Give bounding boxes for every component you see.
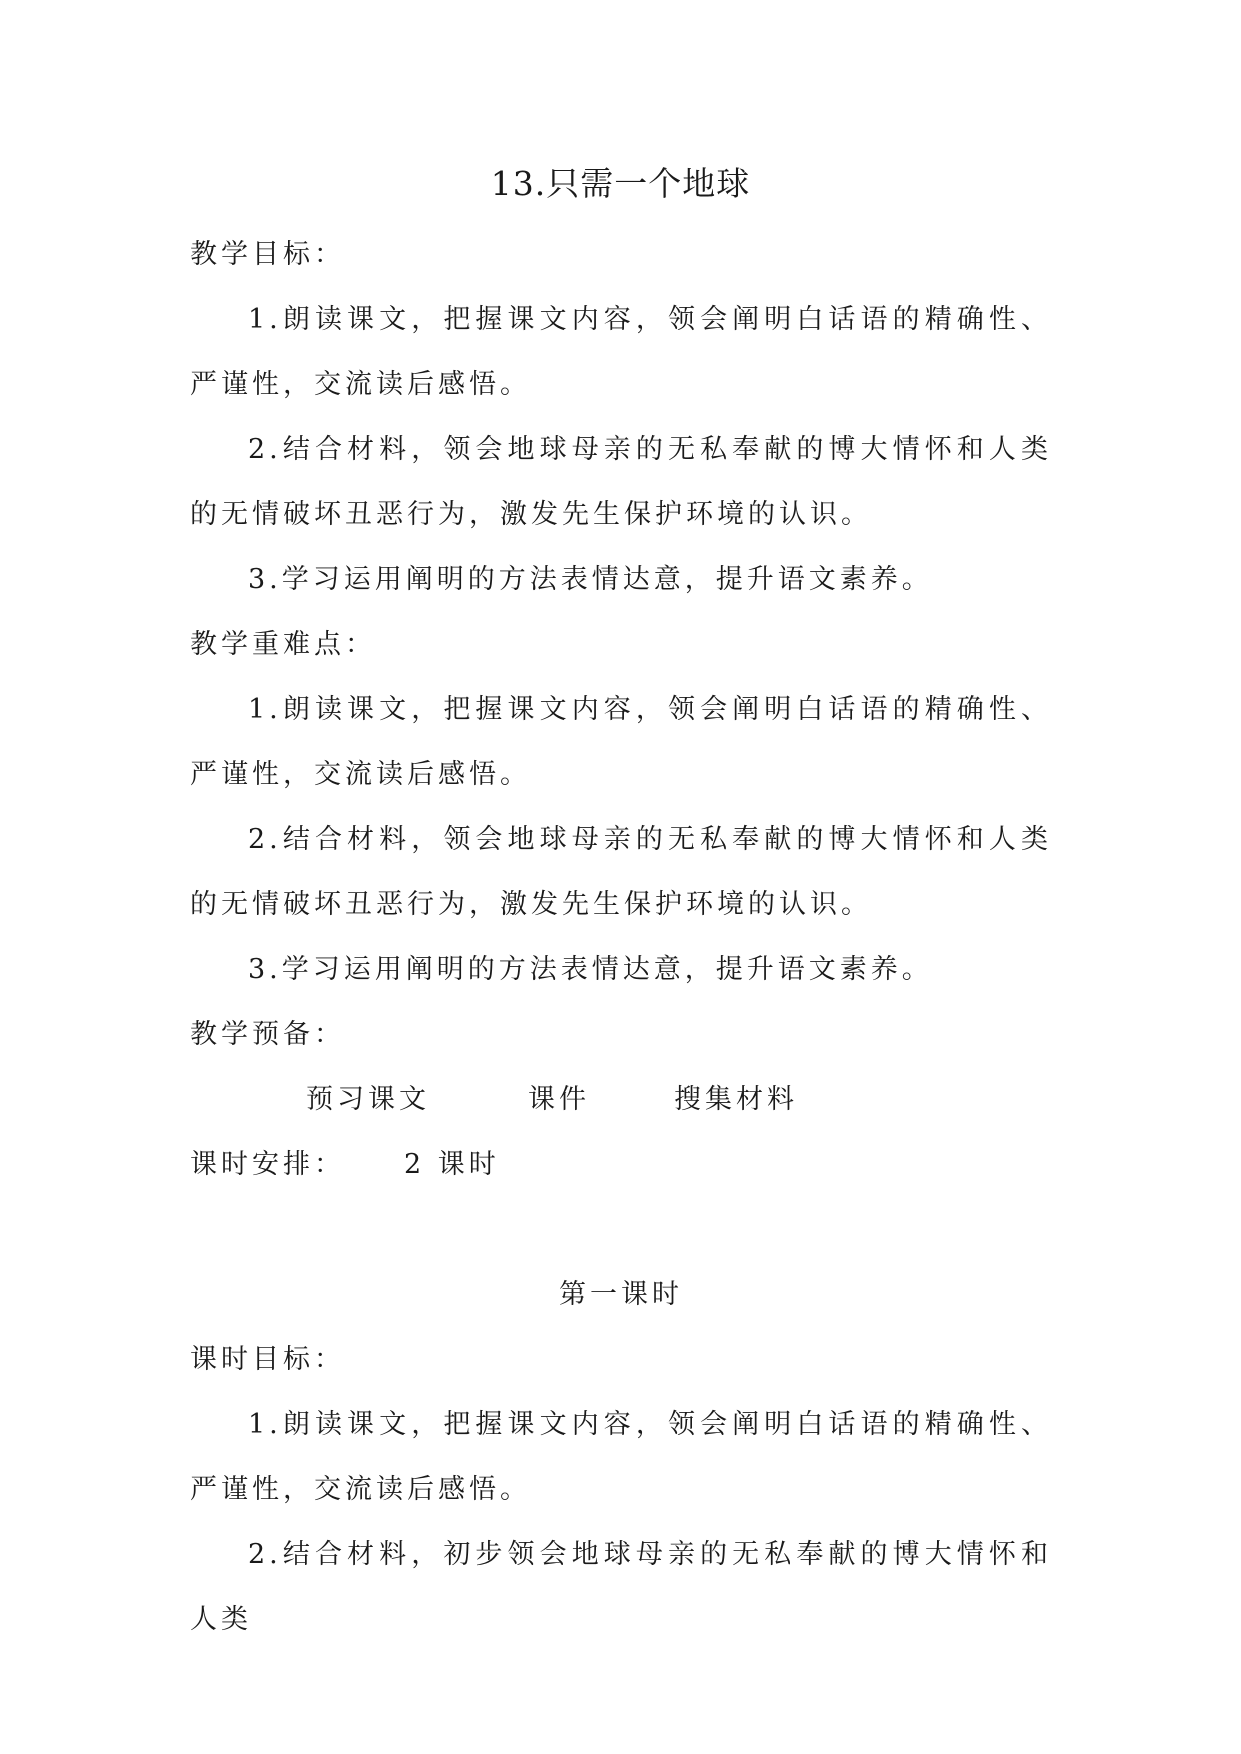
key-point-item: 3.学习运用阐明的方法表情达意，提升语文素养。 bbox=[248, 954, 933, 985]
key-points-heading: 教学重难点： bbox=[190, 629, 376, 660]
schedule-label: 课时安排： bbox=[190, 1149, 345, 1180]
preparation-heading: 教学预备： bbox=[190, 1019, 345, 1050]
lesson-title: 第一课时 bbox=[559, 1279, 683, 1310]
objective-item: 3.学习运用阐明的方法表情达意，提升语文素养。 bbox=[248, 564, 933, 595]
objective-item: 1.朗读课文，把握课文内容，领会阐明白话语的精确性、严谨性，交流读后感悟。 bbox=[190, 304, 1052, 400]
preparation-list bbox=[190, 1067, 1052, 1132]
key-point-item: 1.朗读课文，把握课文内容，领会阐明白话语的精确性、严谨性，交流读后感悟。 bbox=[190, 694, 1052, 790]
lesson-objective-item: 1.朗读课文，把握课文内容，领会阐明白话语的精确性、严谨性，交流读后感悟。 bbox=[190, 1409, 1052, 1505]
lesson-objective-item: 2.结合材料，初步领会地球母亲的无私奉献的博大情怀和人类 bbox=[190, 1539, 1052, 1635]
document-title: 13.只需一个地球 bbox=[490, 164, 751, 203]
key-point-item: 2.结合材料，领会地球母亲的无私奉献的博大情怀和人类的无情破坏丑恶行为，激发先生保护环境的认识。 bbox=[190, 824, 1052, 920]
preparation-item: 搜集材料 bbox=[674, 1084, 798, 1115]
schedule-line bbox=[190, 1132, 1052, 1197]
schedule-value: 2 课时 bbox=[404, 1149, 500, 1180]
lesson-objectives-heading: 课时目标： bbox=[190, 1344, 345, 1375]
document-body bbox=[190, 222, 1052, 1652]
preparation-item: 预习课文 bbox=[306, 1084, 430, 1115]
objective-item: 2.结合材料，领会地球母亲的无私奉献的博大情怀和人类的无情破坏丑恶行为，激发先生保护环境的认识。 bbox=[190, 434, 1052, 530]
objectives-heading: 教学目标： bbox=[190, 239, 345, 270]
preparation-item: 课件 bbox=[528, 1084, 590, 1115]
